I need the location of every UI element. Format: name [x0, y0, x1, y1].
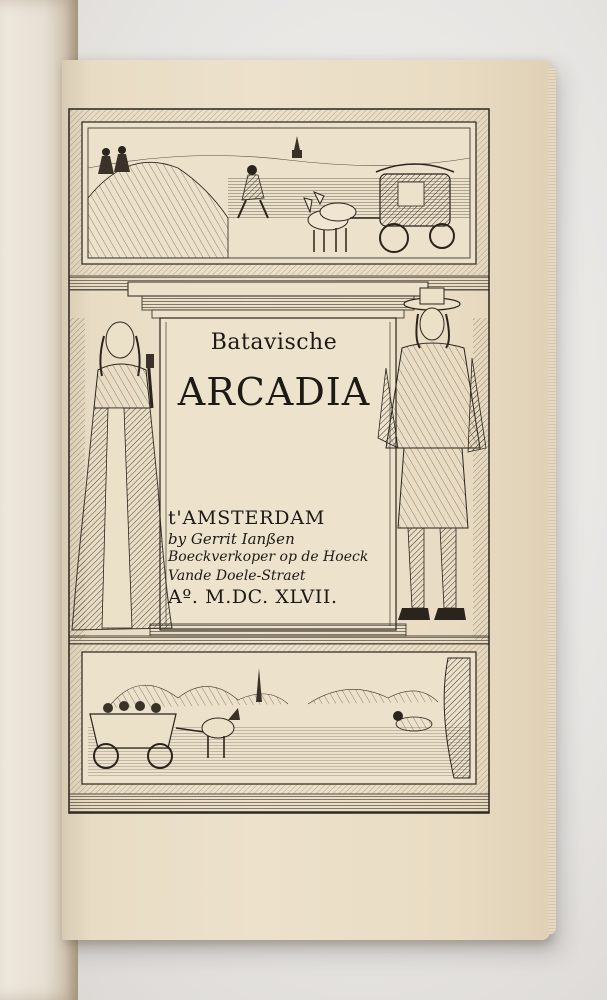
title-line-1: Batavische: [210, 330, 338, 355]
top-vignette: [69, 109, 489, 275]
imprint-year: Aº. M.DC. XLVII.: [168, 586, 338, 608]
title-line-2: ARCADIA: [177, 370, 371, 414]
engraved-frontispiece: [68, 108, 490, 814]
page-edge: [548, 66, 556, 934]
imprint-printer: by Gerrit Ianßen: [168, 530, 295, 548]
imprint-trade: Boeckverkoper op de Hoeck: [168, 549, 369, 565]
bottom-vignette: [69, 644, 489, 794]
imprint-street: Vande Doele-Straet: [168, 568, 306, 584]
imprint-city: t'AMSTERDAM: [168, 507, 326, 529]
lady-figure: [72, 322, 172, 630]
